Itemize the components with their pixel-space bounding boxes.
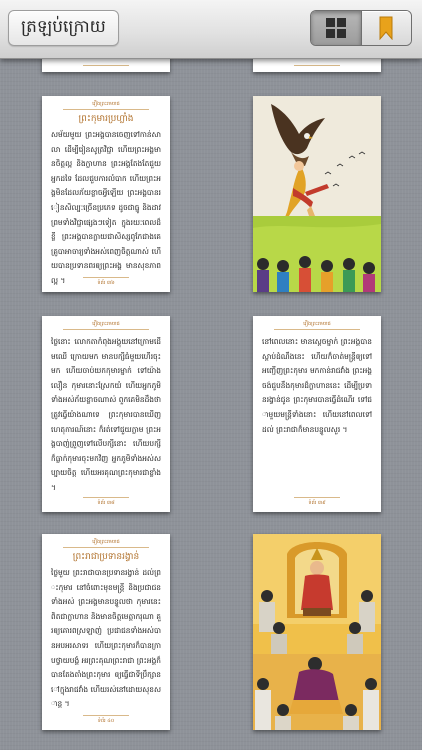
- running-head: រឿងព្រះរាមរាជ: [63, 316, 149, 330]
- palace-illustration: [253, 534, 381, 730]
- page-body-text: ថ្ងៃមួយ ព្រះរាជាបានប្រទានរង្វាន់ ដល់ព្រះកុមារ នៅចំពោះមុខមន្ត្រី និងប្រជាជនទាំងអស់ ព្រះអង្គមានបន្ទូលថា កុមារនេះពិតជាក្លាហាន និងមានចិត្តមេត្តាករុណា គួរឲ្យគោរពស្រឡាញ់ ប្រជាជនទាំងអស់បានអបអរសាទរ ហើយព្រះកុមារក៏បានក្រាបថ្វាយបង្គំ អរព្រះគុណព្រះរាជា ព្រះអង្គក៏បានតែងតាំងព្រះកុមារ ឲ្យធ្វើជាទីប្រឹក្សានៅក្នុងរាជវាំង ហើយរស់នៅដោយសុខសាន្ត ។: [51, 568, 161, 709]
- page-thumbnail-text-3[interactable]: [253, 316, 381, 512]
- grid-view-button[interactable]: [311, 11, 362, 45]
- chapter-title: ព្រះកុមារប្រហ្លាំង: [78, 114, 134, 124]
- page-body-text: សម័យមួយ ព្រះអង្គបានចេញទៅកាន់សាលា ដើម្បីរៀនសូត្រវិជ្ជា ហើយព្រះអង្គមានចិត្តល្អ និងក្លាហាន ព្រះអង្គតែងតែជួយអ្នកដទៃ ដែលជួបការលំបាក ហើយព្រះអង្គមិនដែលភ័យខ្លាចអ្វីឡើយ ព្រះអង្គបានរៀនសិល្បៈច្រើនប្រភេទ ដូចជាធ្នូ និងដាវ ព្រមទាំងវិជ្ជាផ្សេងៗទៀត ក្នុងរយៈពេលដ៏ខ្លី ព្រះអង្គបានក្លាយជាសិស្សពូកែជាងគេ គ្រូបាអាចារ្យទាំងអស់ពេញចិត្តណាស់ ហើយបានប្រទានពរឲ្យព្រះអង្គ មានសុខភាពល្អ ។: [51, 130, 161, 285]
- page-thumbnail-text-4[interactable]: [42, 534, 170, 730]
- page-number: ទំព័រ ៤០: [42, 715, 170, 725]
- top-toolbar: [0, 0, 422, 59]
- page-number: ទំព័រ ៣៦: [42, 277, 170, 287]
- page-thumbnail-text-1[interactable]: [42, 96, 170, 292]
- page-thumbnail-illustration-eagle[interactable]: [253, 96, 381, 292]
- page-body-text: ថ្ងៃនោះ លោកតាកំពុងអង្គុយនៅក្រោមដើមឈើ ក្រោយមក មានបក្សីធំមួយហើរចុះមក ហើយចាប់យកកុមារម្នាក់ ទៅយ៉ាងលឿន កុមារនោះស្រែកយំ ហើយអ្នកភូមិទាំងអស់ភ័យខ្លាចណាស់ ពួកគេមិនដឹងថាត្រូវធ្វើយ៉ាងណាទេ ព្រះកុមារបានឃើញហេតុការណ៍នោះ ក៏រត់ទៅជួយភ្លាម ព្រះអង្គបាញ់ព្រួញទៅលើបក្សីនោះ ហើយបក្សីក៏ធ្លាក់កុមារចុះមកវិញ អ្នកភូមិទាំងអស់សប្បាយចិត្ត ហើយអរគុណព្រះកុមារជាខ្លាំង ។: [51, 337, 161, 492]
- bookmark-button[interactable]: [362, 11, 412, 45]
- running-head: រឿងព្រះរាមរាជ: [274, 316, 360, 330]
- grid-icon: [325, 17, 347, 39]
- bookmark-icon: [379, 16, 393, 40]
- eagle-illustration: [253, 96, 381, 292]
- chapter-title: ព្រះរាជាប្រទានរង្វាន់: [72, 552, 140, 562]
- page-body-text: នៅពេលនោះ មានស្ដេចម្នាក់ ព្រះអង្គបានស្ដាប់ដំណឹងនេះ ហើយក៏ចាត់មន្ត្រីឲ្យទៅអញ្ជើញព្រះកុមារ មកកាន់រាជវាំង ព្រះអង្គចង់ជួបនឹងកុមារដ៏ក្លាហាននេះ ដើម្បីប្រទានរង្វាន់ជូន ព្រះកុមារបានធ្វើដំណើរ ទៅជាមួយមន្ត្រីទាំងនោះ ហើយនៅពេលទៅដល់ ព្រះរាជាក៏មានបន្ទូលសួរ ។: [262, 337, 372, 434]
- running-head: រឿងព្រះរាមរាជ: [63, 96, 149, 110]
- back-button[interactable]: ត្រឡប់ក្រោយ: [8, 10, 119, 46]
- view-mode-segmented-control: [310, 10, 412, 46]
- page-number: ទំព័រ ៣៩: [253, 497, 381, 507]
- page-thumbnail-illustration-palace[interactable]: [253, 534, 381, 730]
- page-number: ទំព័រ ៣៨: [42, 497, 170, 507]
- running-head: រឿងព្រះរាមរាជ: [63, 534, 149, 548]
- page-thumbnail-text-2[interactable]: [42, 316, 170, 512]
